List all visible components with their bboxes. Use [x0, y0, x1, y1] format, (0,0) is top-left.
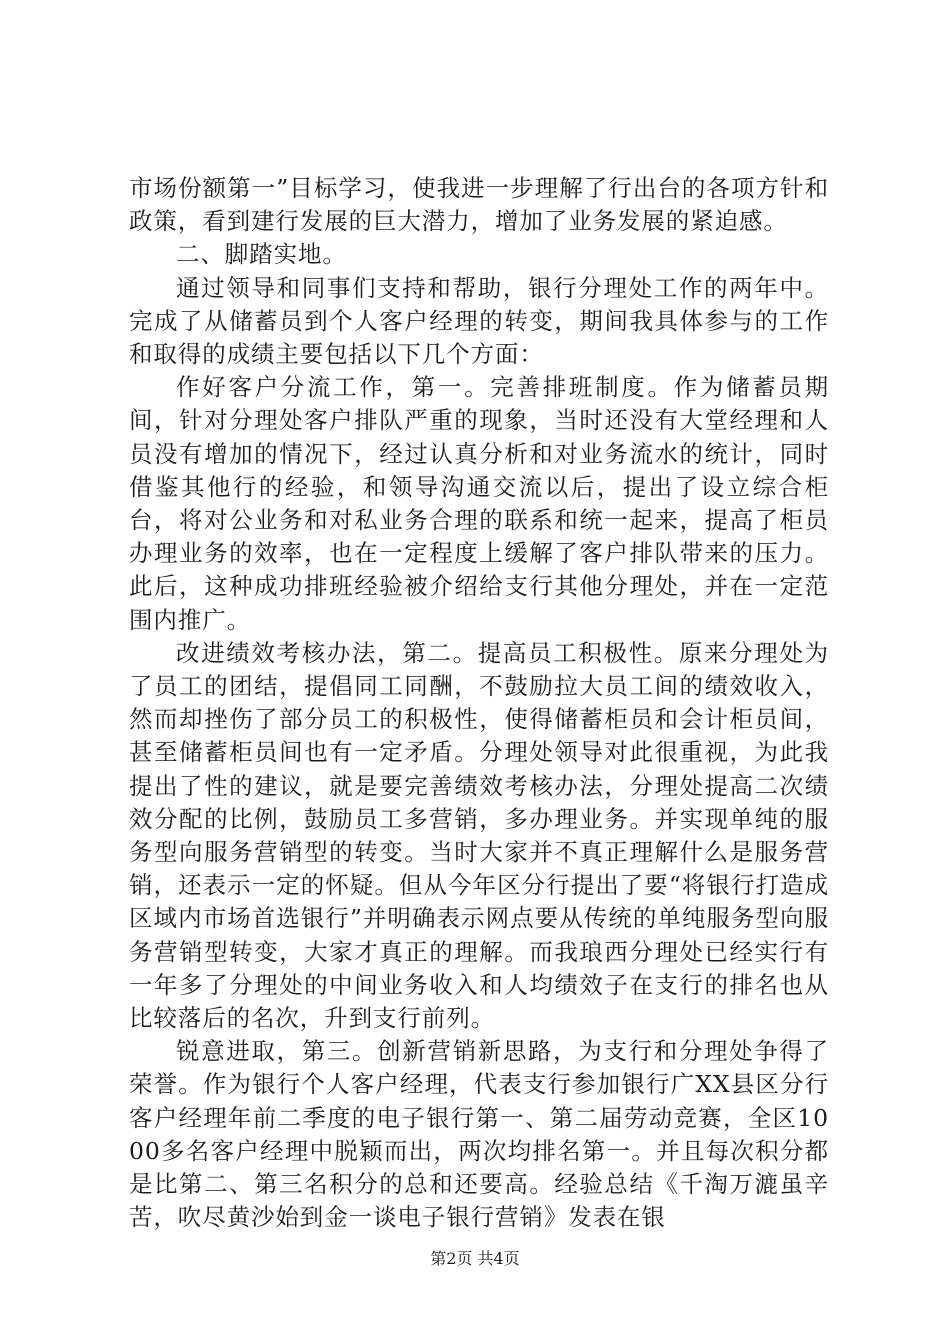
- paragraph-3: 通过领导和同事们支持和帮助，银行分理处工作的两年中。完成了从储蓄员到个人客户经理的转变，期间我具体参与的工作和取得的成绩主要包括以下几个方面：: [129, 273, 829, 369]
- paragraph-4: 作好客户分流工作，第一。完善排班制度。作为储蓄员期间，针对分理处客户排队严重的现象，当时还没有大堂经理和人员没有增加的情况下，经过认真分析和对业务流水的统计，同时借鉴其他行的经验，和领导沟通交流以后，提出了设立综合柜台，将对公业务和对私业务合理的联系和统一起来，提高了柜员办理业务的效率，也在一定程度上缓解了客户排队带来的压力。此后，这种成功排班经验被介绍给支行其他分理处，并在一定范围内推广。: [129, 373, 829, 634]
- page-number-footer: 第2页 共4页: [430, 1249, 520, 1268]
- document-body: [129, 172, 829, 1235]
- paragraph-2-heading: 二、脚踏实地。: [176, 240, 347, 269]
- paragraph-6: 锐意进取，第三。创新营销新思路，为支行和分理处争得了荣誉。作为银行个人客户经理，代表支行参加银行广XX县区分行客户经理年前二季度的电子银行第一、第二届劳动竞赛，全区1000多名客户经理中脱颖而出，两次均排名第一。并且每次积分都是比第二、第三名积分的总和还要高。经验总结《千淘万漉虽辛苦，吹尽黄沙始到金一谈电子银行营销》发表在银: [129, 1037, 829, 1232]
- paragraph-5: 改进绩效考核办法，第二。提高员工积极性。原来分理处为了员工的团结，提倡同工同酬，不鼓励拉大员工间的绩效收入，然而却挫伤了部分员工的积极性，使得储蓄柜员和会计柜员间，甚至储蓄柜员间也有一定矛盾。分理处领导对此很重视，为此我提出了性的建议，就是要完善绩效考核办法，分理处提高二次绩效分配的比例，鼓励员工多营销，多办理业务。并实现单纯的服务型向服务营销型的转变。当时大家并不真正理解什么是服务营销，还表示一定的怀疑。但从今年区分行提出了要“将银行打造成区域内市场首选银行”并明确表示网点要从传统的单纯服务型向服务营销型转变，大家才真正的理解。而我琅西分理处已经实行有一年多了分理处的中间业务收入和人均绩效子在支行的排名也从比较落后的名次，升到支行前列。: [129, 638, 829, 1033]
- paragraph-1: 市场份额第一”目标学习，使我进一步理解了行出台的各项方针和政策，看到建行发展的巨大潜力，增加了业务发展的紧迫感。: [129, 174, 829, 236]
